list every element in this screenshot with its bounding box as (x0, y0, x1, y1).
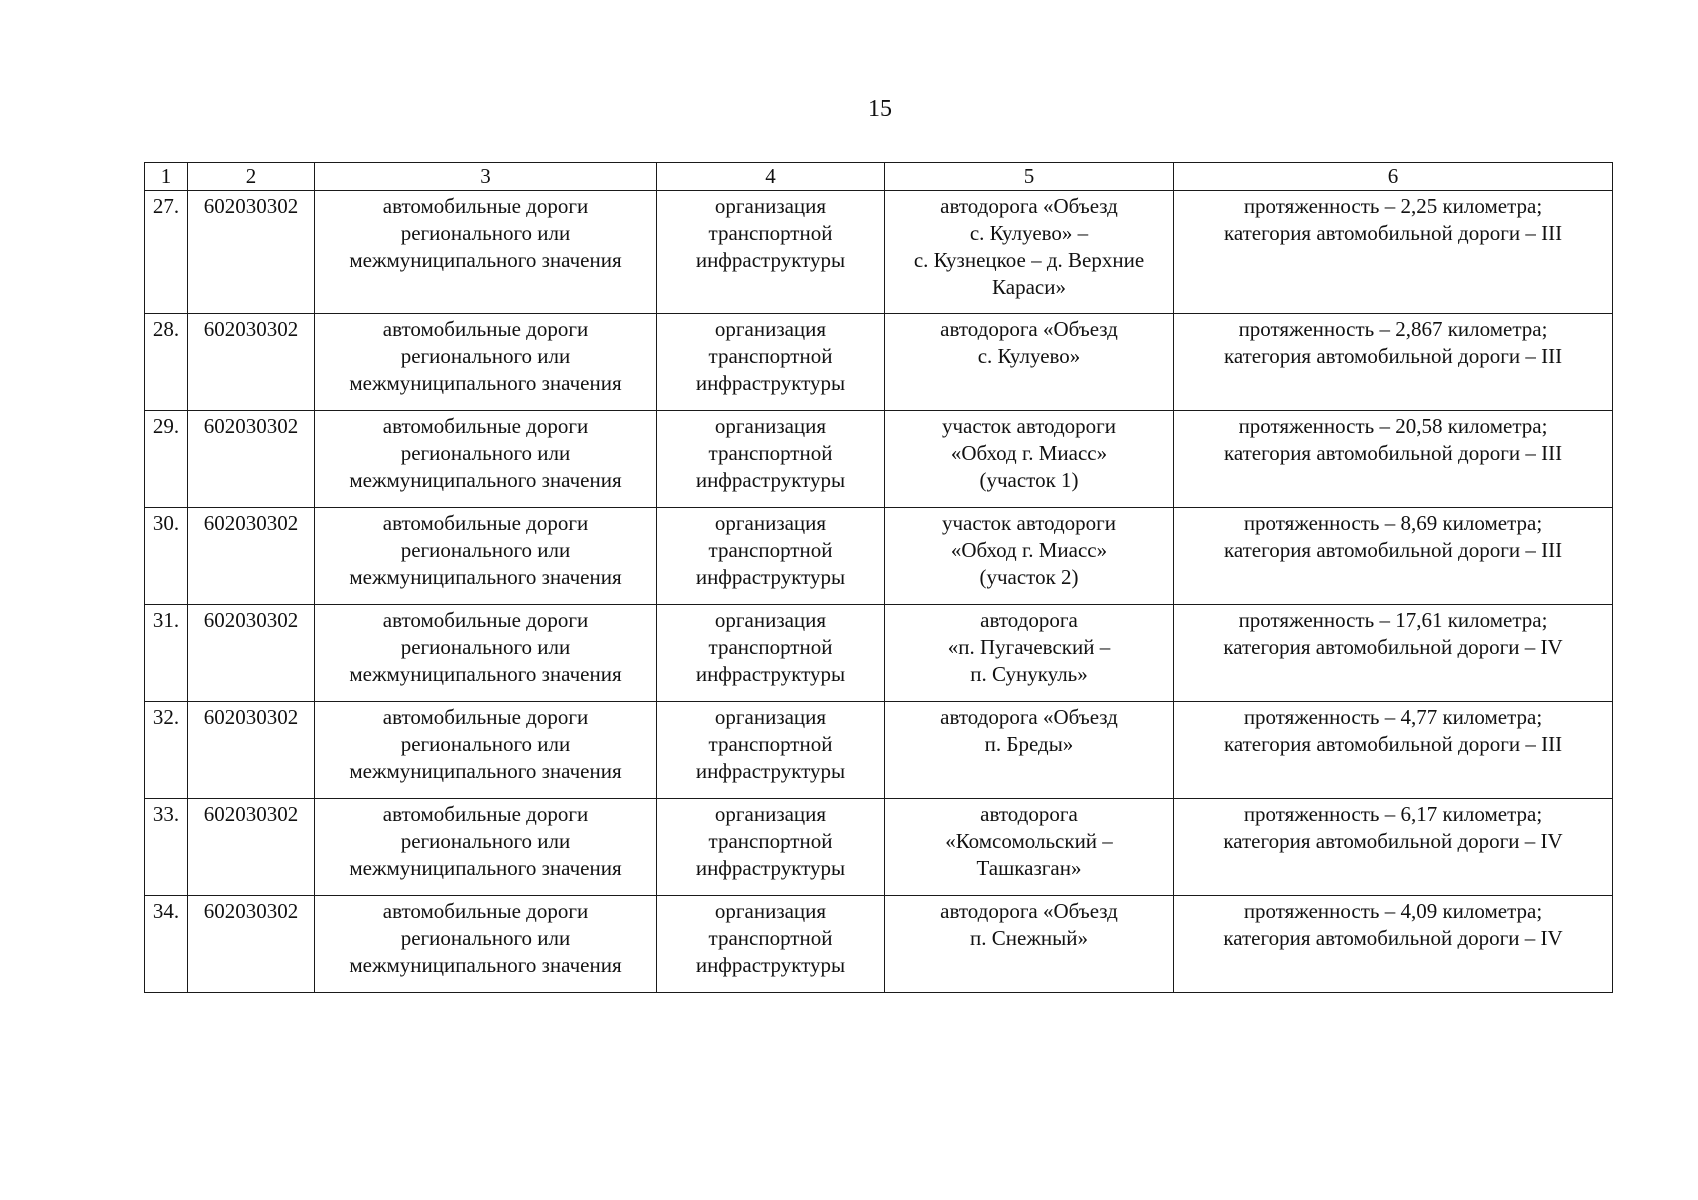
purpose-line: организация (714, 802, 827, 826)
code-cell: 602030302 (188, 191, 315, 314)
object-type-line: автомобильные дороги (382, 317, 589, 341)
object-type-line: регионального или (400, 926, 571, 950)
road-name-line: «п. Пугачевский – (947, 635, 1111, 659)
characteristics-cell (1174, 411, 1613, 508)
table-header-row (145, 163, 1613, 191)
object-type-cell (315, 605, 657, 702)
purpose-line: транспортной (708, 344, 833, 368)
road-name-line: автодорога «Объезд (940, 194, 1118, 218)
object-type-line: межмуниципального значения (349, 565, 622, 589)
object-type-line: межмуниципального значения (349, 953, 622, 977)
road-name-line: автодорога «Объезд (940, 317, 1118, 341)
row-number-cell: 30. (145, 508, 188, 605)
road-name-line: Ташказган» (976, 856, 1082, 880)
row-number-cell: 34. (145, 896, 188, 993)
table-row (145, 702, 1613, 799)
purpose-line: транспортной (708, 635, 833, 659)
code-cell: 602030302 (188, 508, 315, 605)
object-type-line: регионального или (400, 732, 571, 756)
characteristics-line: категория автомобильной дороги – IV (1223, 635, 1563, 659)
characteristics-cell (1174, 896, 1613, 993)
road-name-line: «Комсомольский – (945, 829, 1113, 853)
table-row (145, 411, 1613, 508)
column-header: 6 (1174, 163, 1613, 191)
purpose-line: инфраструктуры (695, 371, 846, 395)
purpose-cell (657, 799, 885, 896)
road-name-cell (885, 799, 1174, 896)
object-type-line: регионального или (400, 441, 571, 465)
code-cell: 602030302 (188, 314, 315, 411)
purpose-line: транспортной (708, 926, 833, 950)
road-name-line: автодорога (980, 802, 1078, 826)
characteristics-line: категория автомобильной дороги – IV (1223, 829, 1563, 853)
purpose-line: транспортной (708, 441, 833, 465)
table-row (145, 799, 1613, 896)
road-name-line: п. Снежный» (970, 926, 1088, 950)
road-name-line: участок автодороги (941, 414, 1117, 438)
table-row (145, 191, 1613, 314)
road-name-cell (885, 702, 1174, 799)
characteristics-cell (1174, 605, 1613, 702)
road-name-cell (885, 411, 1174, 508)
table-row (145, 896, 1613, 993)
characteristics-line: протяженность – 4,77 километра; (1243, 705, 1543, 729)
object-type-cell (315, 314, 657, 411)
road-name-line: с. Кузнецкое – д. Верхние (913, 248, 1145, 272)
characteristics-line: протяженность – 17,61 километра; (1238, 608, 1548, 632)
purpose-cell (657, 508, 885, 605)
table-row (145, 508, 1613, 605)
purpose-line: организация (714, 705, 827, 729)
row-number-cell: 29. (145, 411, 188, 508)
purpose-cell (657, 314, 885, 411)
code-cell: 602030302 (188, 411, 315, 508)
characteristics-line: протяженность – 2,25 километра; (1243, 194, 1543, 218)
purpose-cell (657, 605, 885, 702)
characteristics-cell (1174, 799, 1613, 896)
row-number-cell: 32. (145, 702, 188, 799)
road-name-line: (участок 1) (979, 468, 1079, 492)
characteristics-line: категория автомобильной дороги – IV (1223, 926, 1563, 950)
road-name-line: с. Кулуево» – (969, 221, 1089, 245)
object-type-line: межмуниципального значения (349, 662, 622, 686)
object-type-line: межмуниципального значения (349, 759, 622, 783)
object-type-line: межмуниципального значения (349, 856, 622, 880)
characteristics-line: категория автомобильной дороги – III (1223, 538, 1563, 562)
purpose-line: инфраструктуры (695, 565, 846, 589)
road-name-line: с. Кулуево» (977, 344, 1081, 368)
object-type-line: регионального или (400, 635, 571, 659)
object-type-line: автомобильные дороги (382, 414, 589, 438)
purpose-cell (657, 411, 885, 508)
characteristics-line: категория автомобильной дороги – III (1223, 344, 1563, 368)
row-number-cell: 27. (145, 191, 188, 314)
purpose-line: инфраструктуры (695, 662, 846, 686)
characteristics-line: протяженность – 4,09 километра; (1243, 899, 1543, 923)
page-number: 15 (868, 96, 892, 122)
road-name-cell (885, 896, 1174, 993)
characteristics-line: категория автомобильной дороги – III (1223, 221, 1563, 245)
object-type-line: регионального или (400, 344, 571, 368)
purpose-cell (657, 191, 885, 314)
roads-table (144, 162, 1613, 993)
object-type-line: межмуниципального значения (349, 248, 622, 272)
purpose-line: инфраструктуры (695, 468, 846, 492)
object-type-line: автомобильные дороги (382, 802, 589, 826)
road-name-line: п. Бреды» (984, 732, 1074, 756)
road-name-cell (885, 508, 1174, 605)
road-name-line: «Обход г. Миасс» (950, 441, 1108, 465)
column-header: 4 (657, 163, 885, 191)
purpose-line: организация (714, 414, 827, 438)
column-header: 2 (188, 163, 315, 191)
characteristics-line: категория автомобильной дороги – III (1223, 441, 1563, 465)
road-name-line: (участок 2) (979, 565, 1079, 589)
column-header: 5 (885, 163, 1174, 191)
code-cell: 602030302 (188, 605, 315, 702)
road-name-line: автодорога «Объезд (940, 899, 1118, 923)
characteristics-cell (1174, 508, 1613, 605)
object-type-line: автомобильные дороги (382, 705, 589, 729)
purpose-line: организация (714, 899, 827, 923)
road-name-line: автодорога «Объезд (940, 705, 1118, 729)
road-name-cell (885, 605, 1174, 702)
object-type-cell (315, 191, 657, 314)
characteristics-line: протяженность – 6,17 километра; (1243, 802, 1543, 826)
object-type-line: регионального или (400, 538, 571, 562)
column-header: 3 (315, 163, 657, 191)
purpose-line: инфраструктуры (695, 856, 846, 880)
road-name-cell (885, 314, 1174, 411)
object-type-line: межмуниципального значения (349, 371, 622, 395)
characteristics-line: протяженность – 8,69 километра; (1243, 511, 1543, 535)
purpose-line: организация (714, 511, 827, 535)
object-type-line: автомобильные дороги (382, 608, 589, 632)
purpose-line: транспортной (708, 221, 833, 245)
road-name-line: автодорога (980, 608, 1078, 632)
purpose-line: инфраструктуры (695, 759, 846, 783)
object-type-line: автомобильные дороги (382, 899, 589, 923)
object-type-line: регионального или (400, 829, 571, 853)
characteristics-line: категория автомобильной дороги – III (1223, 732, 1563, 756)
table-body (145, 191, 1613, 993)
code-cell: 602030302 (188, 799, 315, 896)
object-type-cell (315, 702, 657, 799)
object-type-line: межмуниципального значения (349, 468, 622, 492)
object-type-cell (315, 411, 657, 508)
object-type-cell (315, 896, 657, 993)
characteristics-line: протяженность – 2,867 километра; (1238, 317, 1548, 341)
purpose-line: инфраструктуры (695, 248, 846, 272)
row-number-cell: 31. (145, 605, 188, 702)
characteristics-line: протяженность – 20,58 километра; (1238, 414, 1548, 438)
purpose-cell (657, 702, 885, 799)
road-name-line: п. Сунукуль» (970, 662, 1088, 686)
column-header: 1 (145, 163, 188, 191)
road-name-line: «Обход г. Миасс» (950, 538, 1108, 562)
object-type-line: автомобильные дороги (382, 511, 589, 535)
object-type-cell (315, 508, 657, 605)
object-type-line: регионального или (400, 221, 571, 245)
code-cell: 602030302 (188, 896, 315, 993)
object-type-line: автомобильные дороги (382, 194, 589, 218)
purpose-line: транспортной (708, 538, 833, 562)
road-name-line: участок автодороги (941, 511, 1117, 535)
road-name-line: Караси» (992, 275, 1066, 299)
purpose-cell (657, 896, 885, 993)
purpose-line: организация (714, 317, 827, 341)
object-type-cell (315, 799, 657, 896)
purpose-line: организация (714, 194, 827, 218)
purpose-line: организация (714, 608, 827, 632)
row-number-cell: 33. (145, 799, 188, 896)
table-row (145, 605, 1613, 702)
row-number-cell: 28. (145, 314, 188, 411)
characteristics-cell (1174, 702, 1613, 799)
purpose-line: инфраструктуры (695, 953, 846, 977)
road-name-cell (885, 191, 1174, 314)
table-row (145, 314, 1613, 411)
characteristics-cell (1174, 314, 1613, 411)
purpose-line: транспортной (708, 829, 833, 853)
code-cell: 602030302 (188, 702, 315, 799)
characteristics-cell (1174, 191, 1613, 314)
purpose-line: транспортной (708, 732, 833, 756)
